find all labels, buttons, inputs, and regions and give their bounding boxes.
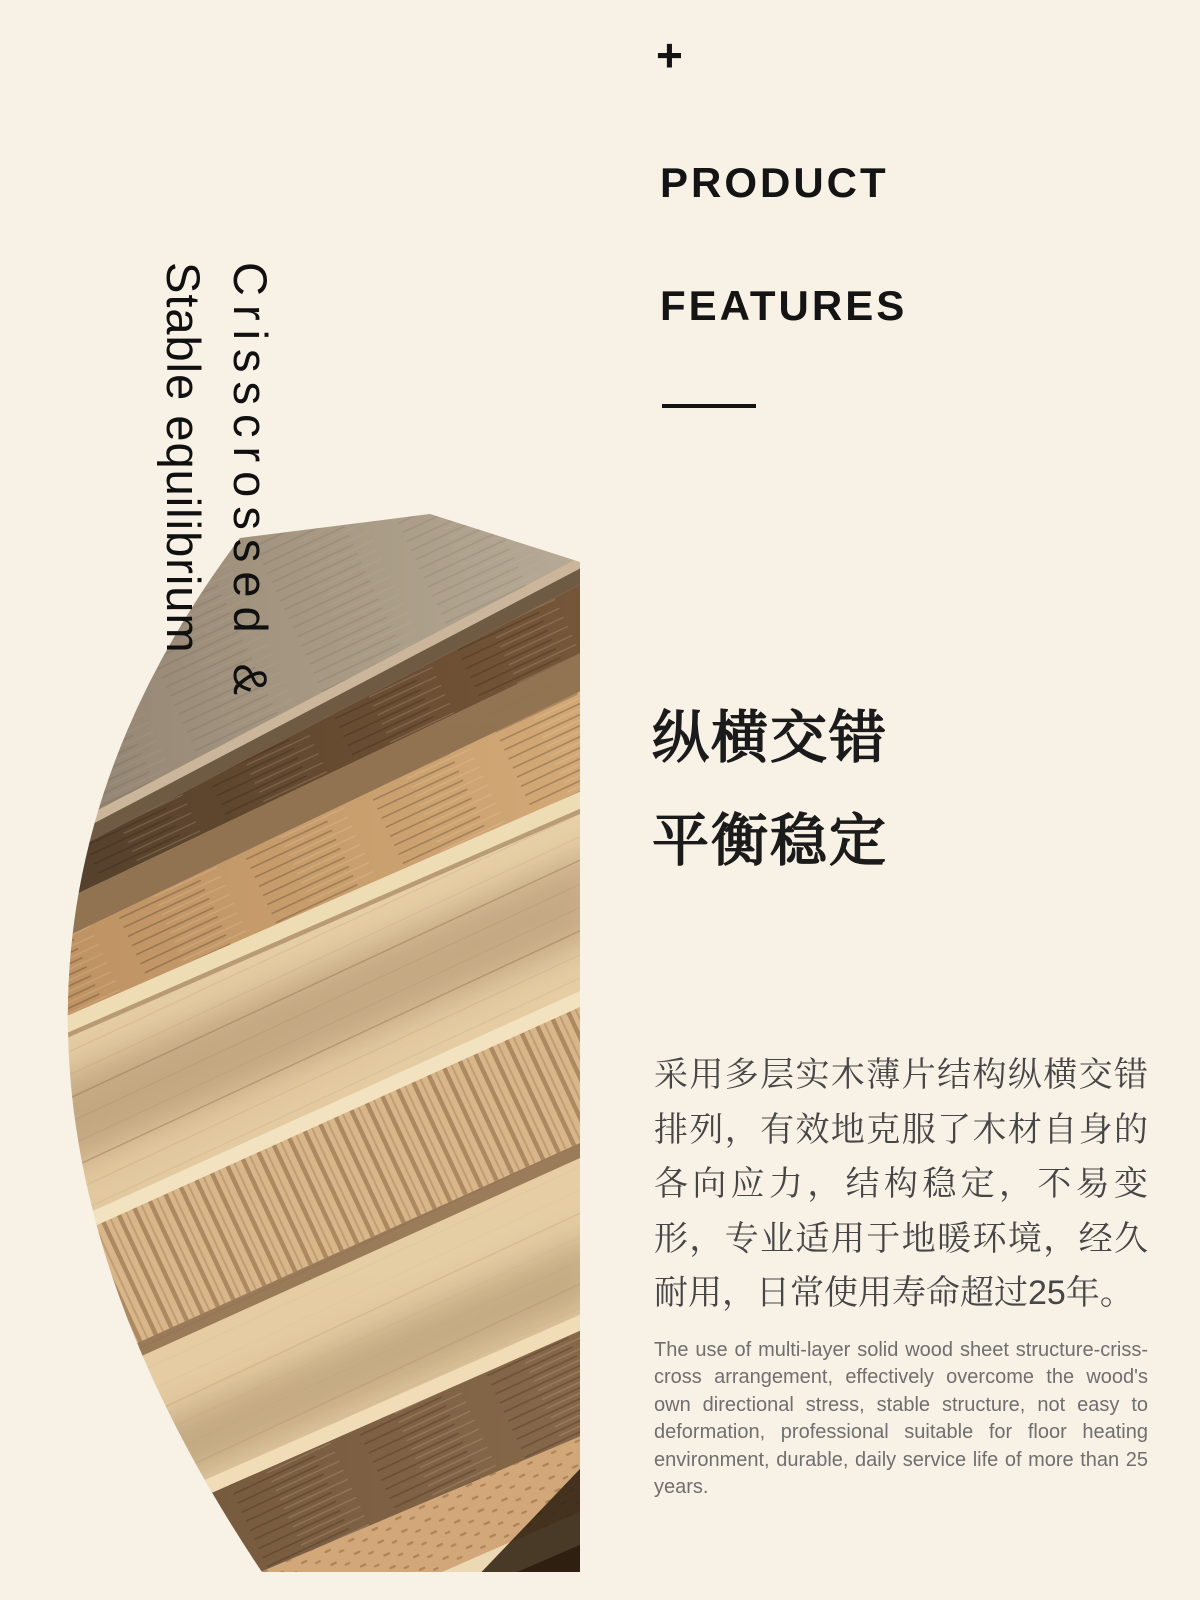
wood-clip-group: [0, 300, 620, 1600]
title-underline: [662, 404, 756, 408]
side-label: [150, 262, 284, 704]
feature-heading: [652, 687, 888, 893]
feature-body-en: The use of multi-layer solid wood sheet structure-criss-cross arrangement, effectively overcome the wood's own directional stress, stable structure, not easy to deformation, professional suitable for floor heating environment, durable, daily service life of more than 25 years.: [654, 1339, 1148, 1499]
page-title-line2: FEATURES: [660, 282, 908, 329]
side-label-line1: Crisscrossed &: [224, 262, 277, 705]
page-title-line1: PRODUCT: [660, 159, 889, 206]
feature-heading-line2: 平衡稳定: [652, 809, 888, 873]
side-label-line2: Stable equilibrium: [157, 262, 210, 654]
feature-heading-line1: 纵横交错: [652, 706, 888, 770]
feature-body-zh: 采用多层实木薄片结构纵横交错排列，有效地克服了木材自身的各向应力，结构稳定，不易变形，专业适用于地暖环境，经久耐用，日常使用寿命超过25年。: [654, 1056, 1148, 1312]
plus-icon: +: [656, 29, 683, 81]
